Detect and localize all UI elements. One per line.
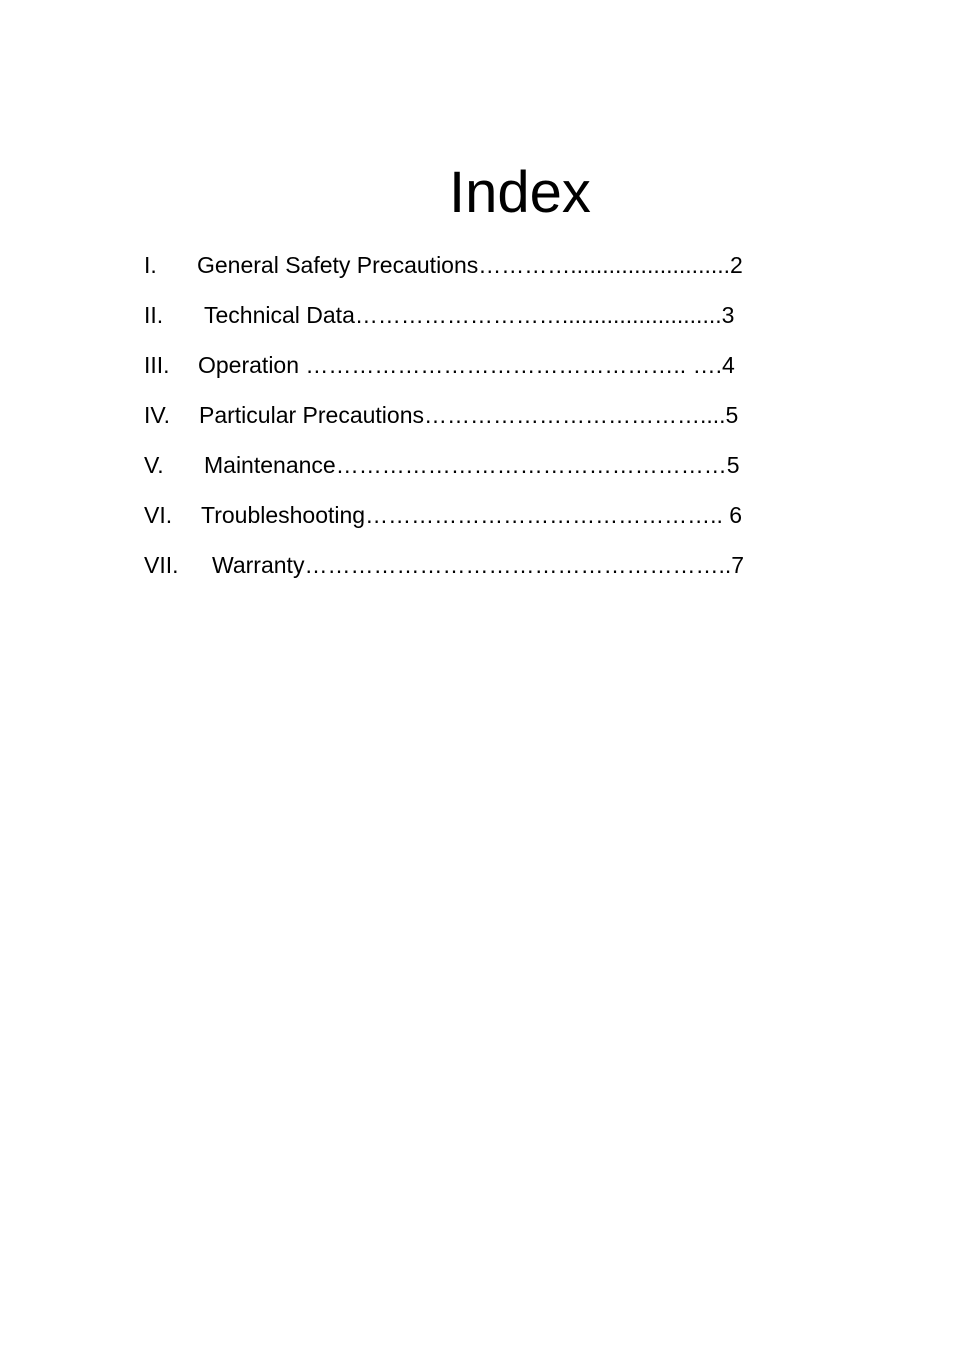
toc-entry-numeral: IV. <box>144 402 171 428</box>
toc-entry-troubleshooting[interactable] <box>144 498 824 548</box>
toc-entry-numeral: I. <box>144 252 157 278</box>
toc-entry-operation[interactable] <box>144 348 824 398</box>
toc-entry-numeral: II. <box>144 302 164 328</box>
toc-entry-numeral: VI. <box>144 502 173 528</box>
toc-entry-general-safety-precautions[interactable] <box>144 248 824 298</box>
toc-entry-technical-data[interactable] <box>144 298 824 348</box>
toc-entry-numeral: III. <box>144 352 170 378</box>
toc-entry-particular-precautions[interactable] <box>144 398 824 448</box>
toc-entry-numeral: V. <box>144 452 164 478</box>
toc-entry-text: Troubleshooting……………………………………….. 6 <box>201 502 743 528</box>
table-of-contents <box>144 248 824 598</box>
toc-entry-maintenance[interactable] <box>144 448 824 498</box>
toc-entry-text: Maintenance……………………………………………5 <box>204 452 740 478</box>
toc-entry-text: Warranty………………………………………………..7 <box>212 552 745 578</box>
toc-entry-text: Operation ………………………………………….. ….4 <box>198 352 735 378</box>
toc-entry-text: General Safety Precautions………….........................2 <box>197 252 743 278</box>
toc-entry-warranty[interactable] <box>144 548 824 598</box>
toc-entry-text: Particular Precautions………………………………....5 <box>199 402 739 428</box>
page-title: Index <box>449 159 591 225</box>
toc-entry-numeral: VII. <box>144 552 179 578</box>
toc-entry-text: Technical Data……………………….........................3 <box>204 302 735 328</box>
